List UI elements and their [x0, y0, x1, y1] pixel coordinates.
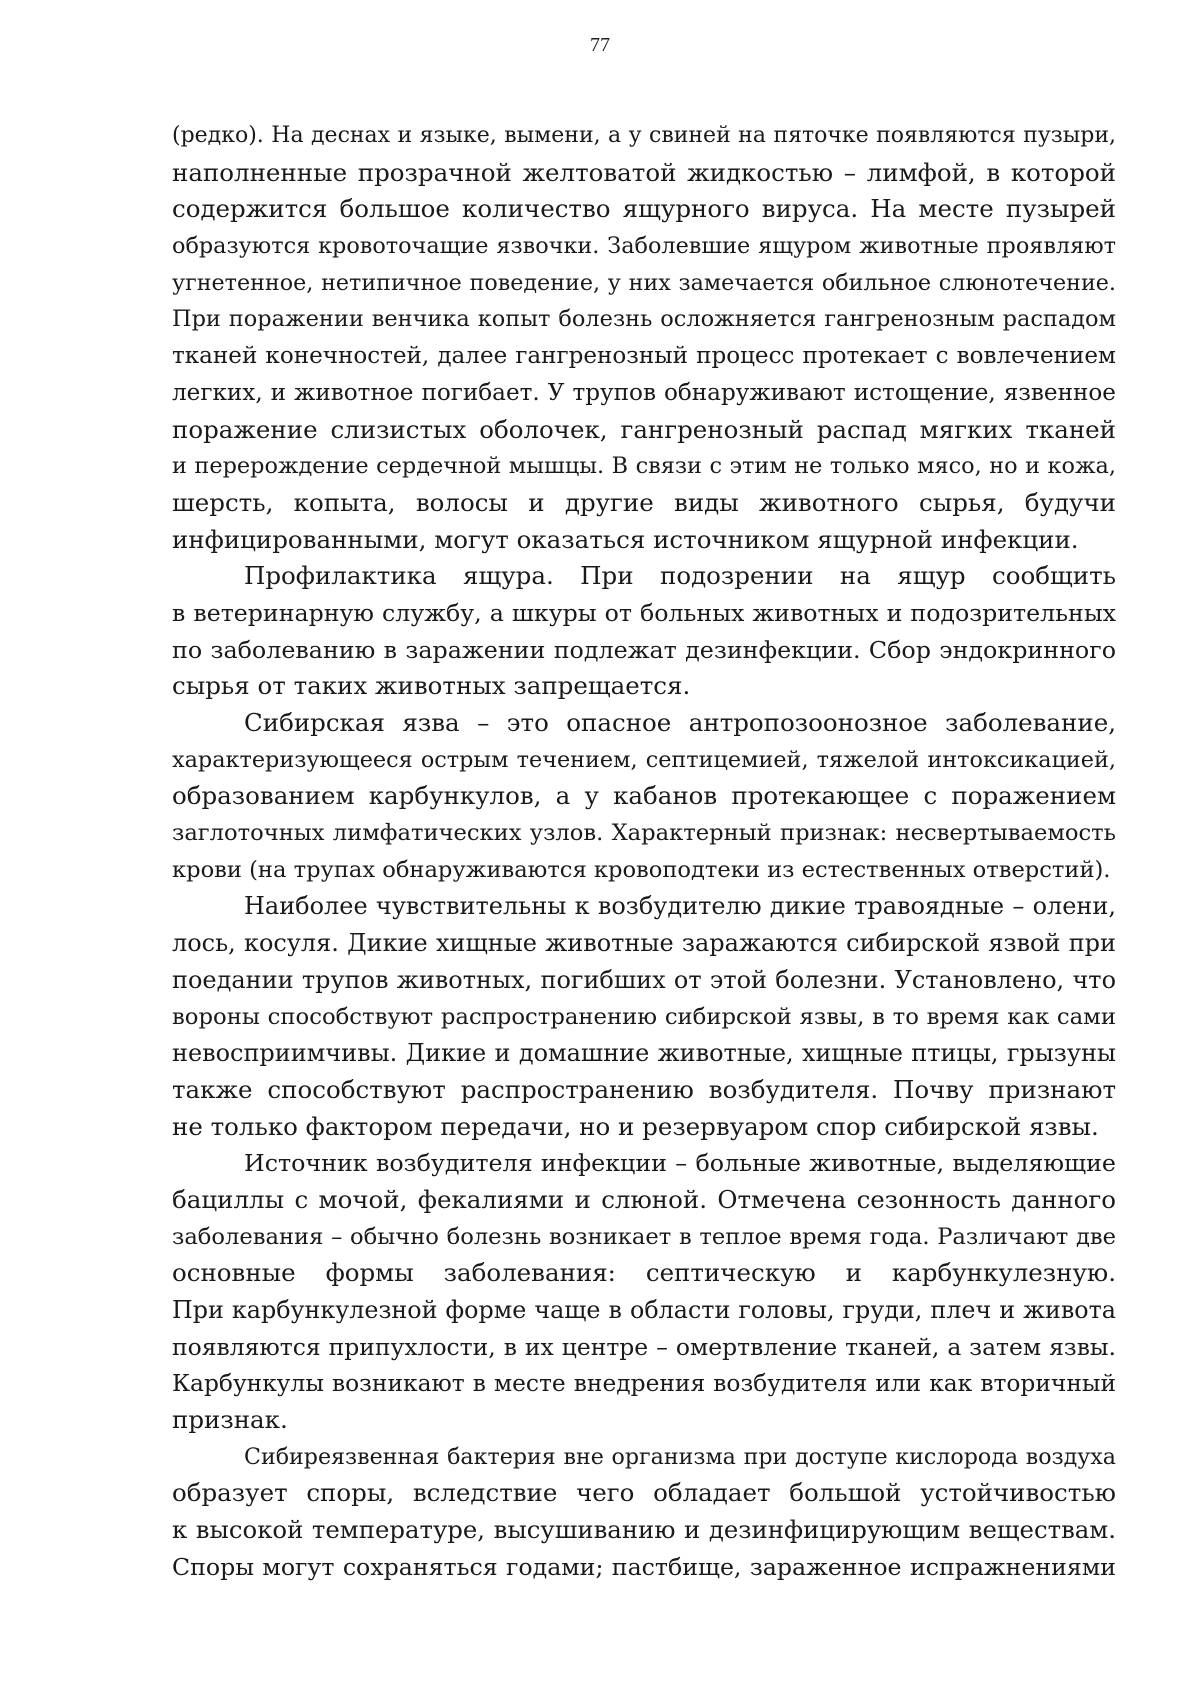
text-line: появляются припухлости, в их центре – омертвление тканей, а затем язвы. [172, 1332, 1116, 1361]
text-line: лось, косуля. Дикие хищные животные заражаются сибирской язвой при [172, 929, 1116, 958]
text-line: наполненные прозрачной желтоватой жидкостью – лимфой, в которой [172, 157, 1116, 187]
text-line: При поражении венчика копыт болезнь осложняется гангренозным распадом [172, 306, 1116, 333]
text-line: Споры могут сохраняться годами; пастбище, зараженное испражнениями [172, 1552, 1116, 1581]
text-line: образуются кровоточащие язвочки. Заболевшие ящуром животные проявляют [172, 233, 1116, 260]
text-line: не только фактором передачи, но и резервуаром спор сибирской язвы. [172, 1111, 1099, 1141]
text-line: заболевания – обычно болезнь возникает в теплое время года. Различают две [172, 1223, 1116, 1250]
text-line: в ветеринарную службу, а шкуры от больных животных и подозрительных [172, 598, 1116, 627]
text-line: по заболеванию в заражении подлежат дезинфекции. Сбор эндокринного [172, 635, 1116, 664]
text-line: Сибиреязвенная бактерия вне организма при доступе кислорода воздуха [244, 1443, 1116, 1470]
page-number: 77 [590, 34, 610, 56]
text-line: образует споры, вследствие чего обладает большой устойчивостью [172, 1478, 1116, 1508]
text-line: Карбункулы возникают в месте внедрения возбудителя или как вторичный [172, 1369, 1116, 1398]
text-line: и перерождение сердечной мышцы. В связи с этим не только мясо, но и кожа, [172, 453, 1116, 480]
text-line: При карбункулезной форме чаще в области головы, груди, плеч и живота [172, 1296, 1116, 1324]
text-line: поедании трупов животных, погибших от этой болезни. Установлено, что [172, 965, 1116, 994]
text-line: Источник возбудителя инфекции – больные животные, выделяющие [244, 1149, 1116, 1178]
text-line: вороны способствуют распространению сибирской язвы, в то время как сами [172, 1003, 1116, 1030]
text-line: тканей конечностей, далее гангренозный процесс протекает с вовлечением [172, 343, 1116, 370]
text-line: Профилактика ящура. При подозрении на ящур сообщить [244, 561, 1116, 591]
text-line: содержится большое количество ящурного вируса. На месте пузырей [172, 194, 1116, 224]
body-text [172, 118, 1116, 1586]
text-line: образованием карбункулов, а у кабанов протекающее с поражением [172, 781, 1116, 811]
text-line: (редко). На деснах и языке, вымени, а у свиней на пяточке появляются пузыри, [172, 123, 1116, 148]
text-line: легких, и животное погибает. У трупов обнаруживают истощение, язвенное [172, 379, 1116, 406]
text-line: к высокой температуре, высушиванию и дезинфицирующим веществам. [172, 1515, 1116, 1545]
text-line: характеризующееся острым течением, септицемией, тяжелой интоксикацией, [172, 746, 1116, 773]
text-line: угнетенное, нетипичное поведение, у них замечается обильное слюнотечение. [172, 269, 1116, 296]
text-line: бациллы с мочой, фекалиями и слюной. Отмечена сезонность данного [172, 1184, 1116, 1214]
text-line: основные формы заболевания: септическую и карбункулезную. [172, 1258, 1116, 1288]
text-line: невосприимчивы. Дикие и домашние животные, хищные птицы, грызуны [172, 1039, 1116, 1068]
text-line: Сибирская язва – это опасное антропозоонозное заболевание, [244, 708, 1116, 737]
text-line: инфицированными, могут оказаться источником ящурной инфекции. [172, 524, 1079, 554]
text-line: поражение слизистых оболочек, гангренозный распад мягких тканей [172, 414, 1116, 444]
text-line: признак. [172, 1405, 288, 1435]
text-line: заглоточных лимфатических узлов. Характерный признак: несвертываемость [172, 820, 1116, 847]
text-line: также способствуют распространению возбудителя. Почву признают [172, 1074, 1116, 1104]
text-line: крови (на трупах обнаруживаются кровоподтеки из естественных отверстий). [172, 856, 1111, 883]
text-line: сырья от таких животных запрещается. [172, 671, 691, 701]
text-line: Наиболее чувствительны к возбудителю дикие травоядные – олени, [244, 892, 1116, 921]
text-line: шерсть, копыта, волосы и другие виды животного сырья, будучи [172, 487, 1116, 517]
